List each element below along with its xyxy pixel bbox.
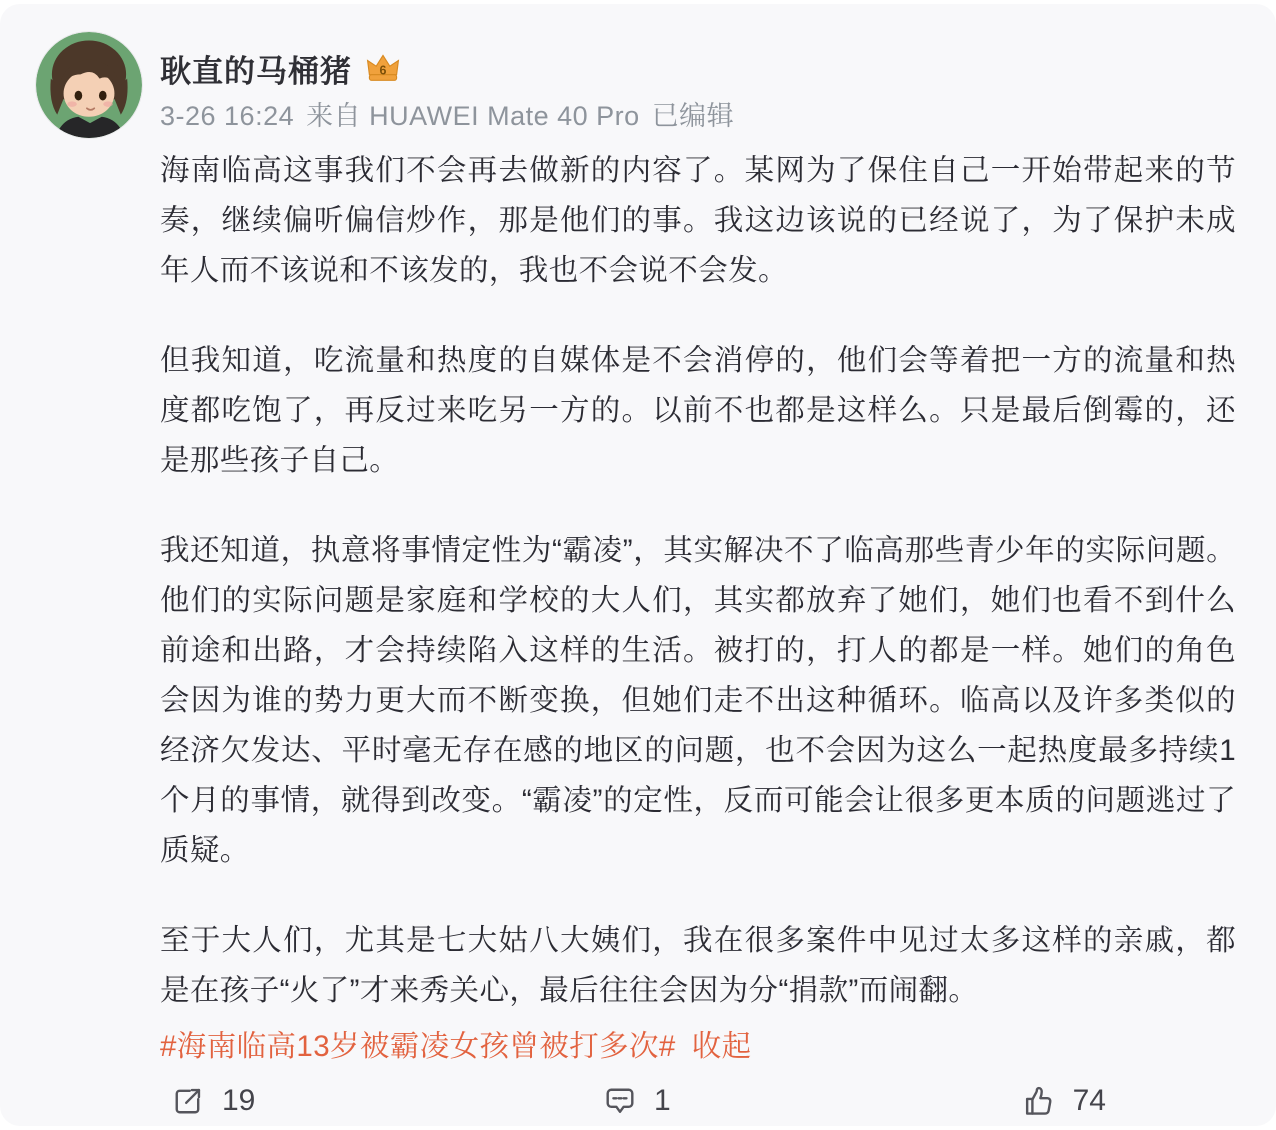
username[interactable]: 耿直的马桶猪 (160, 54, 352, 89)
device-source[interactable]: 来自 HUAWEI Mate 40 Pro (306, 101, 640, 131)
share-button[interactable] (0, 1076, 425, 1126)
comment-icon (602, 1083, 638, 1119)
paragraph-3: 我还知道，执意将事情定性为“霸凌”，其实解决不了临高那些青少年的实际问题。他们的实际问题是家庭和学校的大人们，其实都放弃了她们，她们也看不到什么前途和出路，才会持续陷入这样的生活。被打的，打人的都是一样。她们的角色会因为谁的势力更大而不断变换，但她们走不出这种循环。临高以及许多类似的经济欠发达、平时毫无存在感的地区的问题，也不会因为这么一起热度最多持续1个月的事情，就得到改变。“霸凌”的定性，反而可能会让很多更本质的问题逃过了质疑。 (160, 534, 1236, 867)
collapse-link[interactable]: 收起 (691, 1030, 752, 1063)
paragraph-1: 海南临高这事我们不会再去做新的内容了。某网为了保住自己一开始带起来的节奏，继续偏听偏信炒作，那是他们的事。我这边该说的已经说了，为了保护未成年人而不该说和不该发的，我也不会说不会发。 (160, 154, 1236, 287)
comment-button[interactable] (425, 1076, 850, 1126)
paragraph-4: 至于大人们，尤其是七大姑八大姨们，我在很多案件中见过太多这样的亲戚，都是在孩子“火了”才来秀关心，最后往往会因为分“捐款”而闹翻。 (160, 924, 1236, 1007)
avatar-illustration (36, 32, 142, 138)
post-content (160, 146, 1236, 1056)
comment-count: 1 (653, 1084, 671, 1117)
weibo-post-card (0, 4, 1276, 1126)
thumbs-up-icon (1021, 1083, 1057, 1119)
share-count: 19 (221, 1084, 256, 1117)
action-bar (0, 1076, 1276, 1126)
like-count: 74 (1072, 1084, 1106, 1117)
avatar[interactable] (36, 32, 142, 138)
hashtag-link[interactable]: #海南临高13岁被霸凌女孩曾被打多次# (160, 1030, 676, 1063)
paragraph-2: 但我知道，吃流量和热度的自媒体是不会消停的，他们会等着把一方的流量和热度都吃饱了，再反过来吃另一方的。以前不也都是这样么。只是最后倒霉的，还是那些孩子自己。 (160, 344, 1236, 477)
post-meta (160, 94, 734, 133)
timestamp: 3-26 16:24 (160, 101, 295, 131)
like-button[interactable] (851, 1076, 1276, 1126)
vip-crown-badge-icon (364, 52, 402, 86)
svg-text:6: 6 (379, 63, 387, 78)
share-icon (170, 1083, 206, 1119)
edited-label: 已编辑 (651, 101, 735, 131)
